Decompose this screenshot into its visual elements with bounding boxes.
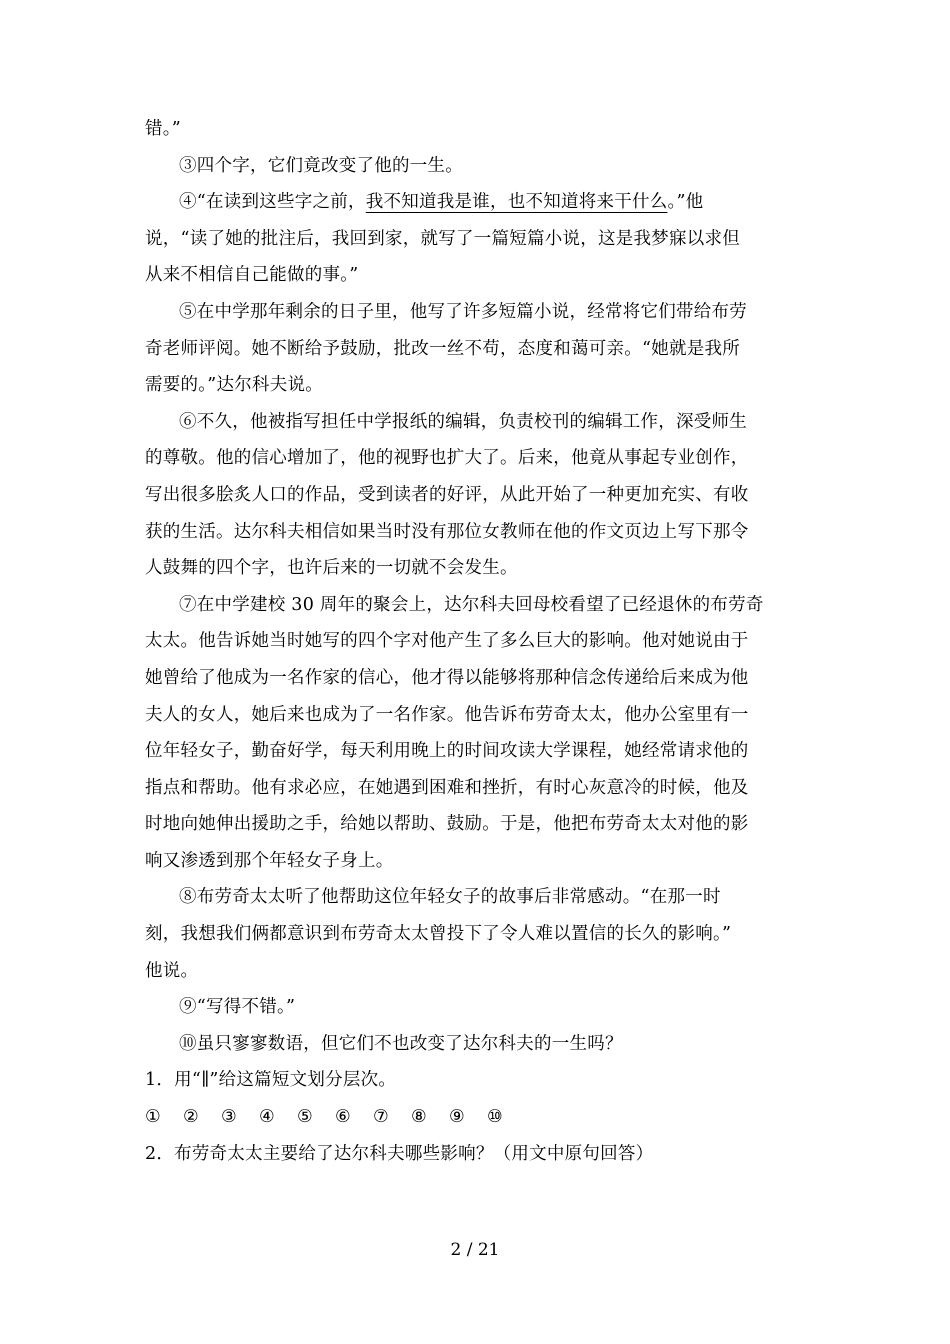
paragraph-4-text-b: 。”他 [667,192,704,213]
option-8: ⑧ [411,1107,427,1128]
paragraph-6-line: ⑥不久，他被指写担任中学报纸的编辑，负责校刊的编辑工作，深受师生 [179,411,747,432]
paragraph-10: ⑩虽只寥寥数语，但它们不也改变了达尔科夫的一生吗？ [179,1033,623,1054]
page-number: 2 / 21 [450,1240,500,1260]
paragraph-7-line: ⑦在中学建校 30 周年的聚会上，达尔科夫回母校看望了已经退休的布劳奇 [179,594,764,615]
paragraph-4-line-2: 说，“读了她的批注后，我回到家，就写了一篇短篇小说，这是我梦寐以求但 [145,228,740,249]
paragraph-5-line: 需要的。”达尔科夫说。 [145,375,323,396]
continuation-line: 错。” [145,119,181,139]
paragraph-7-line: 夫人的女人，她后来也成为了一名作家。他告诉布劳奇太太，他办公室里有一 [145,704,749,725]
paragraph-6-line: 人鼓舞的四个字，也许后来的一切就不会发生。 [145,558,518,579]
option-7: ⑦ [373,1107,389,1128]
paragraph-8-line: 刻，我想我们俩都意识到布劳奇太太曾投下了令人难以置信的长久的影响。” [145,924,732,945]
paragraph-8-line: 他说。 [145,960,199,981]
question-2: 2．布劳奇太太主要给了达尔科夫哪些影响？（用文中原句回答） [145,1143,654,1164]
paragraph-6-line: 的尊敬。他的信心增加了，他的视野也扩大了。后来，他竟从事起专业创作， [145,448,749,469]
paragraph-7-line: 响又渗透到那个年轻女子身上。 [145,850,394,871]
paragraph-4-text-a: ④“在读到这些字之前， [179,192,366,213]
option-6: ⑥ [335,1107,351,1128]
question-1: 1．用“∥”给这篇短文划分层次。 [145,1070,397,1091]
paragraph-5-line: 奇老师评阅。她不断给予鼓励，批改一丝不苟，态度和蔼可亲。“她就是我所 [145,338,740,359]
paragraph-7-line: 位年轻女子，勤奋好学，每天利用晚上的时间攻读大学课程，她经常请求他的 [145,741,749,762]
paragraph-7-line: 她曾给了他成为一名作家的信心，他才得以能够将那种信念传递给后来成为他 [145,667,749,688]
option-2: ② [183,1107,199,1128]
paragraph-3: ③四个字，它们竟改变了他的一生。 [179,155,463,176]
question-1-options [145,1099,805,1136]
paragraph-7-line: 指点和帮助。他有求必应，在她遇到困难和挫折，有时心灰意冷的时候，他及 [145,777,749,798]
option-5: ⑤ [297,1107,313,1128]
paragraph-7-line: 太太。他告诉她当时她写的四个字对他产生了多么巨大的影响。他对她说由于 [145,631,749,652]
option-4: ④ [259,1107,275,1128]
paragraph-8-line: ⑧布劳奇太太听了他帮助这位年轻女子的故事后非常感动。“在那一时 [179,887,721,908]
paragraph-6-line: 获的生活。达尔科夫相信如果当时没有那位女教师在他的作文页边上写下那令 [145,521,749,542]
paragraph-5-line: ⑤在中学那年剩余的日子里，他写了许多短篇小说，经常将它们带给布劳 [179,301,747,322]
option-9: ⑨ [449,1107,465,1128]
paragraph-4-line-3: 从来不相信自己能做的事。” [145,265,359,286]
option-10: ⑩ [487,1107,503,1128]
option-3: ③ [221,1107,237,1128]
underlined-sentence: 我不知道我是谁，也不知道将来干什么 [365,192,668,213]
paragraph-7-line: 时地向她伸出援助之手，给她以帮助、鼓励。于是，他把布劳奇太太对他的影 [145,814,749,835]
paragraph-4-line-1 [145,184,805,221]
paragraph-9: ⑨“写得不错。” [179,997,296,1018]
paragraph-6-line: 写出很多脍炙人口的作品，受到读者的好评，从此开始了一种更加充实、有收 [145,484,749,505]
document-body [145,111,805,1172]
option-1: ① [145,1107,161,1128]
